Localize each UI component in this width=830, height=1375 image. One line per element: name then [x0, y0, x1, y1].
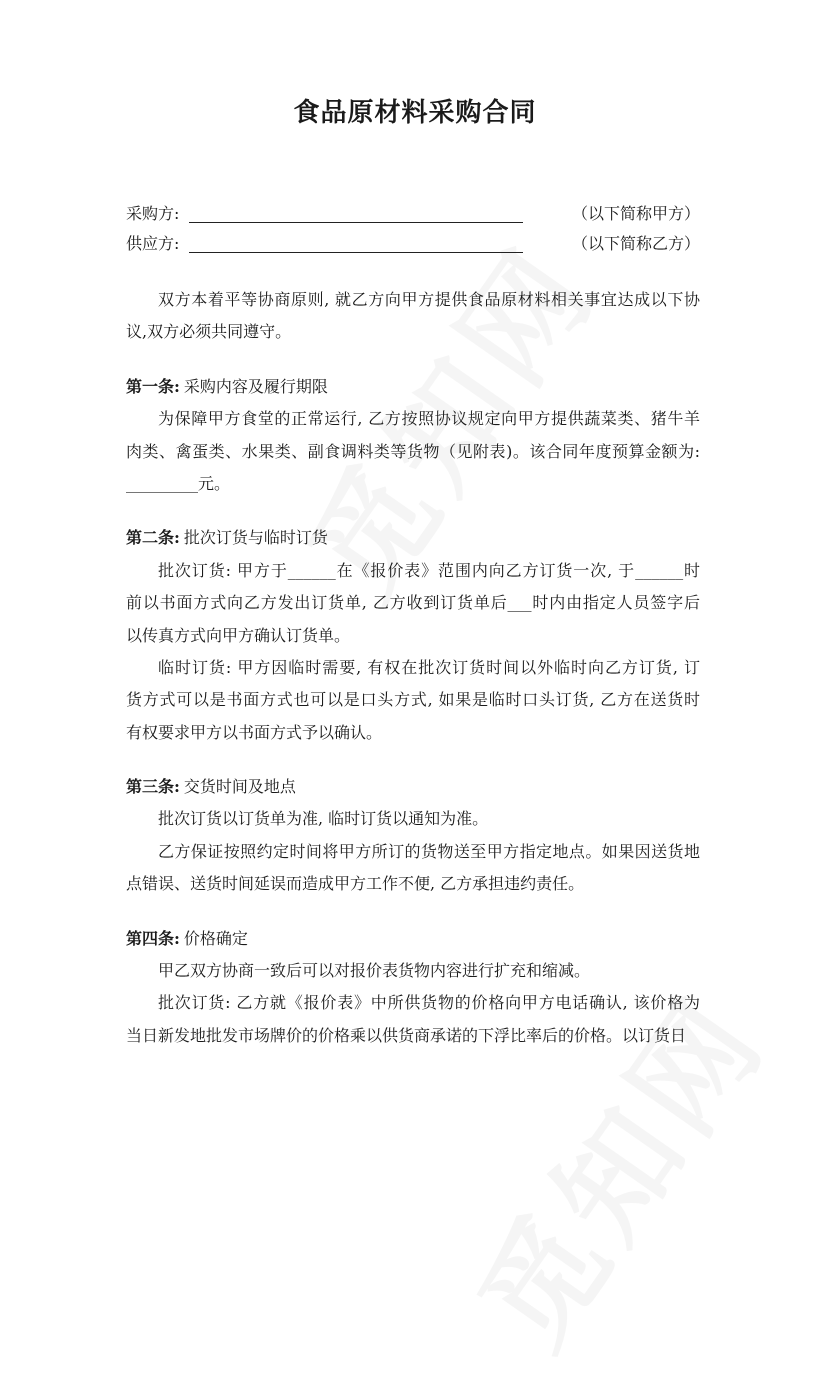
section-heading [126, 522, 700, 554]
text-line: 批次订货以订货单为准, 临时订货以通知为准。 [158, 809, 489, 829]
text-line: 以传真方式向甲方确认订货单。 [126, 625, 351, 645]
supplier-label: 供应方: [126, 233, 180, 253]
article-number: 第一条: [126, 376, 180, 396]
text-line: 双方本着平等协商原则, 就乙方向甲方提供食品原材料相关事宜达成以下协 [158, 290, 700, 309]
text-line: 货方式可以是书面方式也可以是口头方式, 如果是临时口头订货, 乙方在送货时 [126, 690, 700, 710]
article-number: 第二条: [126, 528, 180, 548]
purchaser-field [126, 197, 700, 227]
text-line: 前以书面方式向乙方发出订货单, 乙方收到订货单后___时内由指定人员签字后 [126, 593, 700, 613]
paragraph [126, 836, 700, 901]
article-number: 第三条: [126, 777, 180, 797]
paragraph [126, 403, 700, 500]
purchaser-blank[interactable] [189, 202, 523, 223]
contract-section [126, 284, 700, 349]
text-line: 为保障甲方食堂的正常运行, 乙方按照协议规定向甲方提供蔬菜类、猪牛羊 [158, 409, 700, 429]
article-title: 批次订货与临时订货 [183, 528, 328, 548]
paragraph [126, 555, 700, 652]
text-line: 当日新发地批发市场牌价的价格乘以供货商承诺的下浮比率后的价格。以订货日 [126, 1025, 687, 1045]
contract-section [126, 771, 700, 901]
text-line: 有权要求甲方以书面方式予以确认。 [126, 722, 383, 742]
text-line: 点错误、送货时间延误而造成甲方工作不便, 乙方承担违约责任。 [126, 874, 585, 894]
purchaser-label: 采购方: [126, 203, 180, 223]
article-title: 交货时间及地点 [183, 777, 296, 797]
text-line: 批次订货: 甲方于______在《报价表》范围内向乙方订货一次, 于______时 [158, 560, 700, 580]
document-title: 食品原材料采购合同 [293, 98, 537, 128]
text-line: _________元。 [126, 473, 231, 493]
contract-body [126, 284, 700, 1052]
purchaser-note: （以下简称甲方） [571, 203, 700, 223]
paragraph [126, 652, 700, 749]
text-line: 甲乙双方协商一致后可以对报价表货物内容进行扩充和缩减。 [158, 961, 591, 981]
section-heading [126, 371, 700, 403]
article-number: 第四条: [126, 928, 180, 948]
paragraph [126, 803, 700, 835]
text-line: 肉类、禽蛋类、水果类、副食调料类等货物（见附表)。该合同年度预算金额为: [126, 441, 700, 461]
text-line: 批次订货: 乙方就《报价表》中所供货物的价格向甲方电话确认, 该价格为 [158, 993, 700, 1013]
paragraph [126, 955, 700, 987]
text-line: 乙方保证按照约定时间将甲方所订的货物送至甲方指定地点。如果因送货地 [158, 841, 700, 861]
article-title: 采购内容及履行期限 [183, 376, 328, 396]
contract-section [126, 371, 700, 501]
supplier-note: （以下简称乙方） [571, 233, 700, 253]
text-line: 临时订货: 甲方因临时需要, 有权在批次订货时间以外临时向乙方订货, 订 [158, 657, 700, 677]
article-title: 价格确定 [183, 928, 248, 948]
contract-section [126, 522, 700, 749]
contract-section [126, 923, 700, 1053]
supplier-blank[interactable] [189, 232, 523, 253]
paragraph [126, 284, 700, 349]
paragraph [126, 987, 700, 1052]
section-heading [126, 771, 700, 803]
text-line: 议,双方必须共同遵守。 [126, 322, 292, 342]
section-heading [126, 923, 700, 955]
supplier-field [126, 227, 700, 257]
